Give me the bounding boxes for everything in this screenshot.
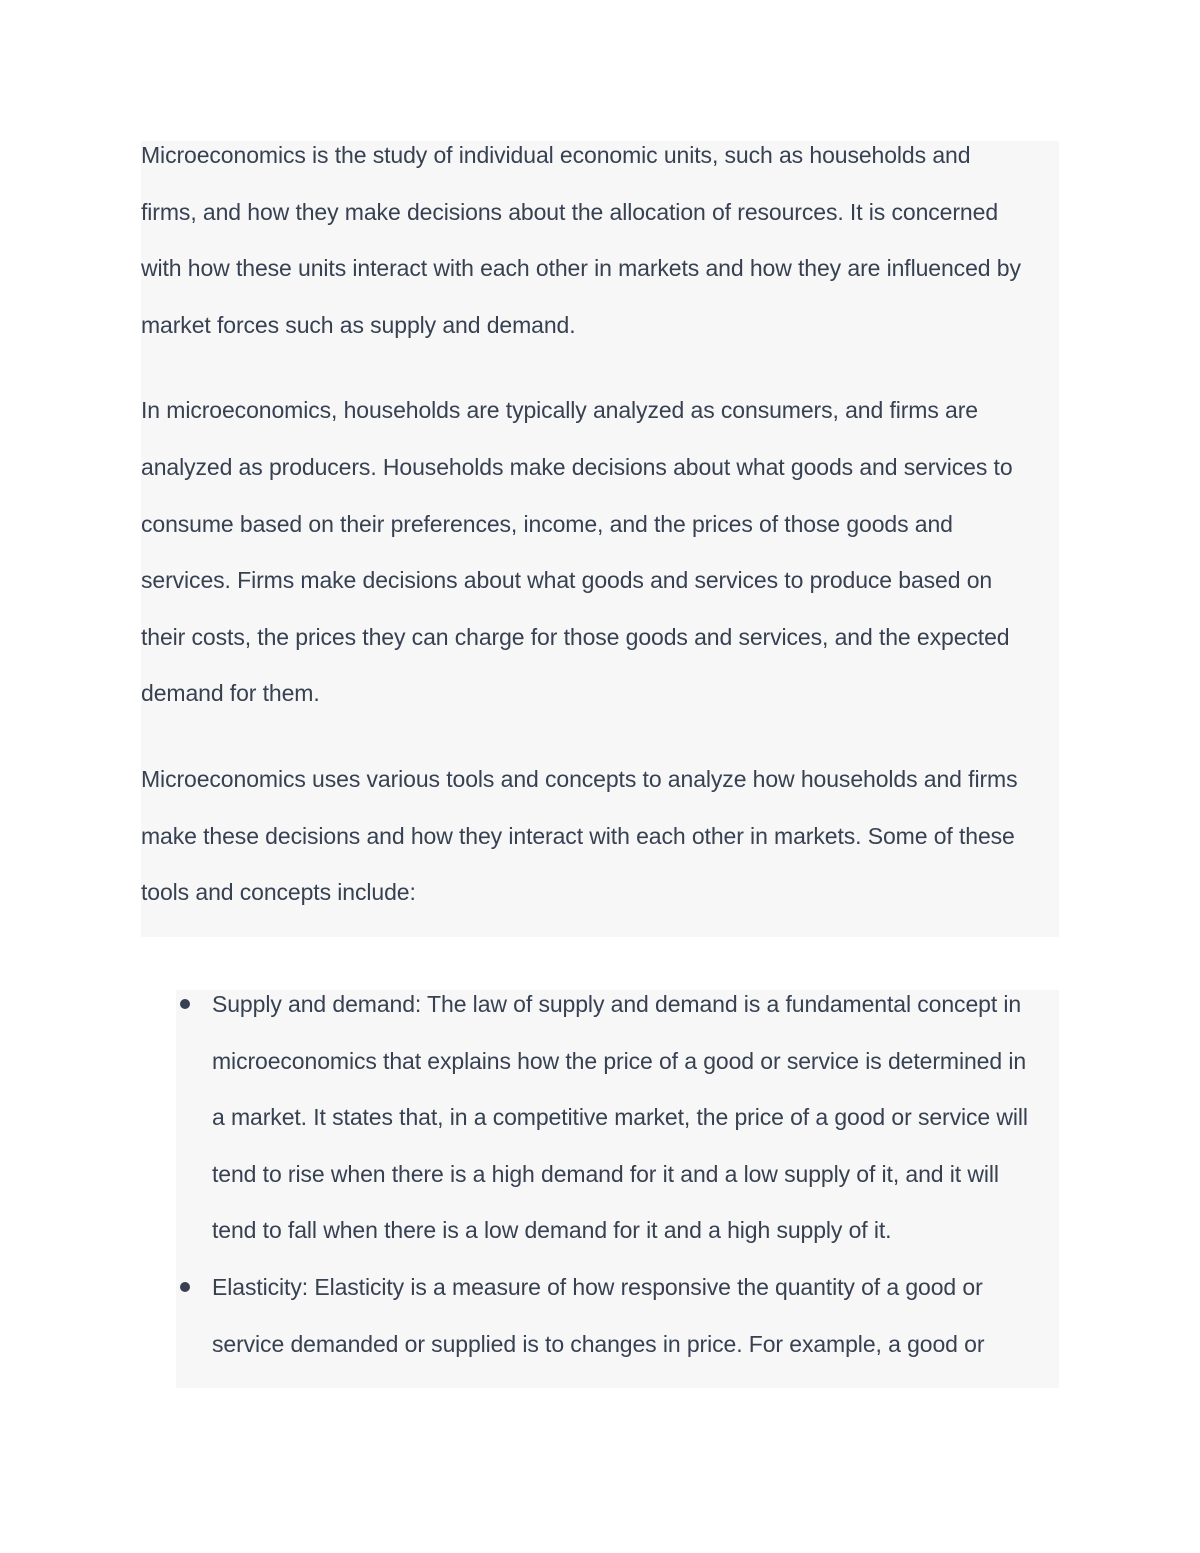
bullet-list [176, 976, 1059, 1372]
text-line: their costs, the prices they can charge for those goods and services, and the expected [141, 623, 1010, 650]
text-line: services. Firms make decisions about what goods and services to produce based on [141, 567, 993, 594]
text-line: firms, and how they make decisions about the allocation of resources. It is concerned [141, 198, 999, 225]
text-line: with how these units interact with each other in markets and how they are influenced by [141, 255, 1021, 282]
bullet-icon [180, 1282, 190, 1292]
text-line: a market. It states that, in a competitive market, the price of a good or service will [212, 1104, 1028, 1131]
text-line: Microeconomics uses various tools and concepts to analyze how households and firms [141, 765, 1018, 792]
text-line: tend to rise when there is a high demand for it and a low supply of it, and it will [212, 1160, 999, 1187]
paragraph-households-firms [141, 382, 1059, 722]
text-line: make these decisions and how they interact with each other in markets. Some of these [141, 822, 1015, 849]
text-line: In microeconomics, households are typically analyzed as consumers, and firms are [141, 397, 978, 424]
paragraph-intro [141, 127, 1059, 353]
text-line: service demanded or supplied is to changes in price. For example, a good or [212, 1330, 985, 1357]
text-line: microeconomics that explains how the price of a good or service is determined in [212, 1047, 1027, 1074]
bullet-block [176, 990, 1059, 1388]
text-line: consume based on their preferences, income, and the prices of those goods and [141, 510, 953, 537]
text-line: tools and concepts include: [141, 879, 416, 906]
text-line: demand for them. [141, 680, 320, 707]
list-item-supply-demand [176, 976, 1059, 1259]
text-line: Supply and demand: The law of supply and demand is a fundamental concept in [212, 991, 1022, 1017]
list-item-elasticity [176, 1259, 1059, 1372]
text-line: tend to fall when there is a low demand for it and a high supply of it. [212, 1217, 892, 1244]
bullet-icon [180, 999, 190, 1009]
text-block [141, 141, 1059, 937]
text-line: Microeconomics is the study of individual economic units, such as households and [141, 142, 971, 168]
text-line: analyzed as producers. Households make decisions about what goods and services to [141, 453, 1013, 480]
text-line: market forces such as supply and demand. [141, 311, 576, 338]
text-line: Elasticity: Elasticity is a measure of how responsive the quantity of a good or [212, 1273, 983, 1300]
paragraph-tools [141, 751, 1059, 921]
